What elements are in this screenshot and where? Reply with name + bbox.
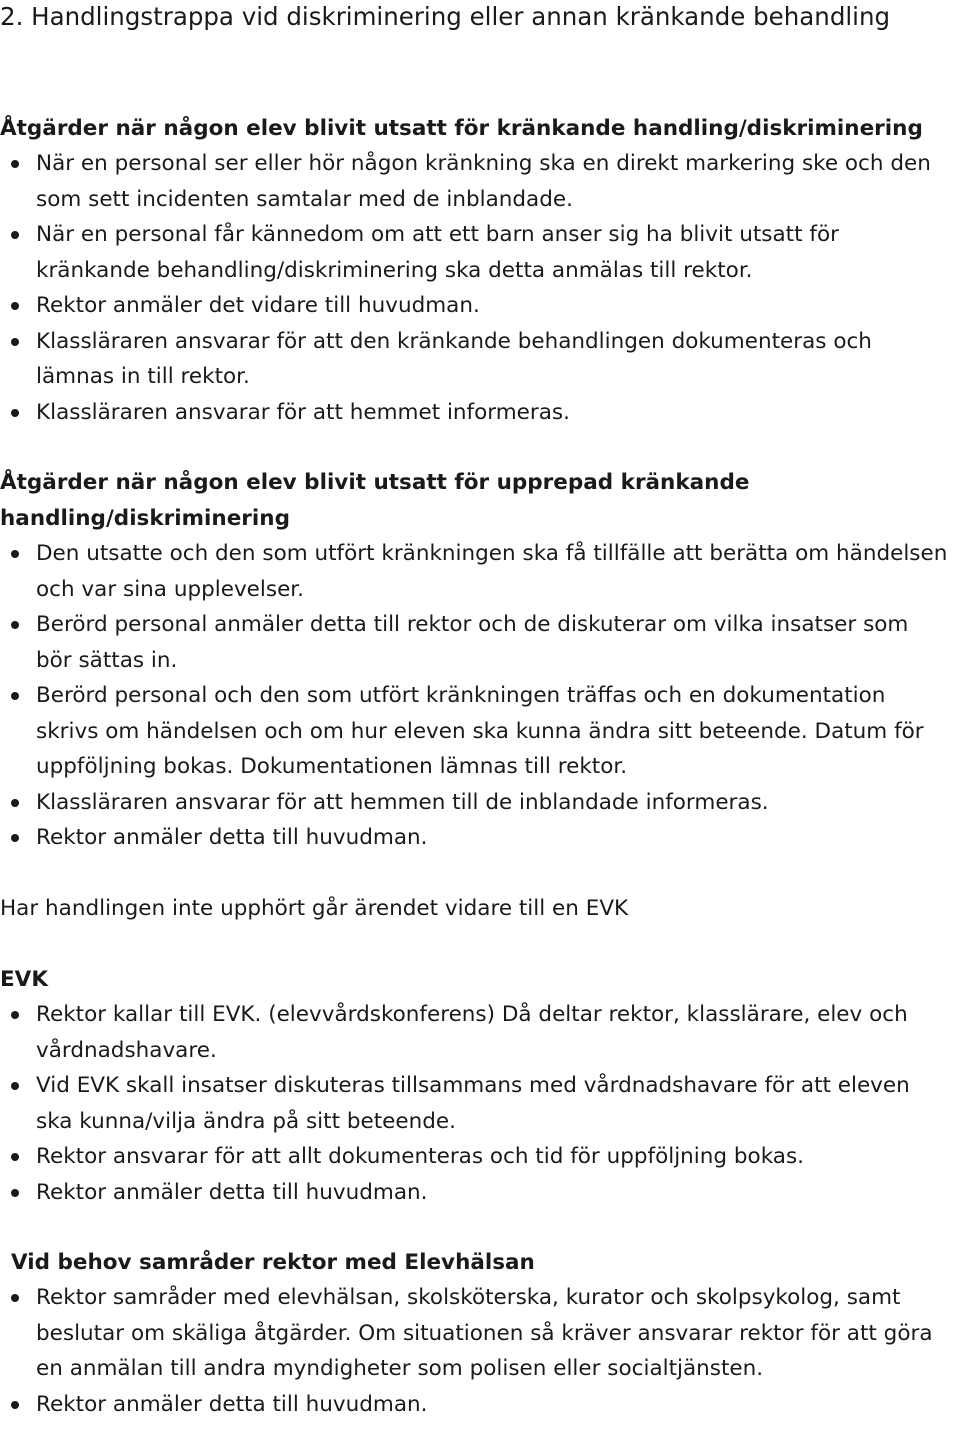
section-heading-elevhalsan: Vid behov samråder rektor med Elevhälsan: [11, 1250, 535, 1275]
list-item-text: Berörd personal anmäler detta till rektor och de diskuterar om vilka insatser som bör sättas in.: [36, 612, 909, 673]
list-item-text: Klassläraren ansvarar för att hemmen till de inblandade informeras.: [36, 789, 769, 815]
list-item: [0, 1139, 950, 1175]
list-item: [0, 678, 950, 785]
page-title: 2. Handlingstrappa vid diskriminering eller annan kränkande behandling: [0, 2, 891, 31]
bullet-icon: [11, 1189, 19, 1197]
list-item: [0, 395, 950, 431]
bullet-icon: [11, 799, 19, 807]
list-item-text: När en personal får kännedom om att ett barn anser sig ha blivit utsatt för kränkande behandling/diskriminering ska detta anmälas till rektor.: [36, 222, 839, 283]
list-item-text: Rektor anmäler detta till huvudman.: [36, 1391, 428, 1417]
list-item: [0, 1068, 950, 1139]
list-item: [0, 1387, 950, 1423]
list-item: [0, 324, 950, 395]
list-item: [0, 820, 950, 856]
bullet-list-kränkande: [0, 146, 950, 430]
list-item-text: Klassläraren ansvarar för att den kränkande behandlingen dokumenteras och lämnas in till rektor.: [36, 328, 872, 389]
section-heading-evk: EVK: [0, 967, 48, 992]
list-item-text: Rektor anmäler det vidare till huvudman.: [36, 293, 480, 318]
list-item: [0, 288, 950, 324]
list-item: [0, 1175, 950, 1211]
section-heading-upprepad: Åtgärder när någon elev blivit utsatt för upprepad kränkande handling/diskriminering: [0, 470, 750, 531]
list-item-text: Rektor anmäler detta till huvudman.: [36, 1179, 428, 1205]
bullet-icon: [11, 692, 19, 700]
escalation-note: Har handlingen inte upphört går ärendet vidare till en EVK: [0, 896, 629, 921]
list-item-text: Berörd personal och den som utfört kränkningen träffas och en dokumentation skrivs om händelsen och om hur eleven ska kunna ändra sitt beteende. Datum för uppföljning bokas. Dokumentationen lämnas till rektor.: [36, 683, 924, 779]
bullet-icon: [11, 1401, 19, 1409]
list-item-text: Klassläraren ansvarar för att hemmet informeras.: [36, 399, 570, 425]
bullet-icon: [11, 302, 19, 310]
bullet-icon: [11, 231, 19, 239]
list-item-text: Rektor anmäler detta till huvudman.: [36, 825, 428, 850]
bullet-icon: [11, 1011, 19, 1019]
list-item: [0, 217, 950, 288]
list-item-text: Rektor samråder med elevhälsan, skolsköterska, kurator och skolpsykolog, samt beslutar om skäliga åtgärder. Om situationen så kräver ansvarar rektor för att göra en anmälan till andra myndigheter som polisen eller socialtjänsten.: [36, 1285, 933, 1381]
bullet-icon: [11, 338, 19, 346]
bullet-icon: [11, 1082, 19, 1090]
list-item: [0, 785, 950, 821]
list-item: [0, 607, 950, 678]
bullet-list-evk: [0, 997, 950, 1210]
list-item-text: Rektor kallar till EVK. (elevvårdskonferens) Då deltar rektor, klasslärare, elev och vårdnadshavare.: [36, 1002, 908, 1063]
bullet-list-elevhalsan: [0, 1280, 950, 1422]
list-item-text: Vid EVK skall insatser diskuteras tillsammans med vårdnadshavare för att eleven ska kunna/vilja ändra på sitt beteende.: [36, 1073, 910, 1134]
bullet-icon: [11, 1153, 19, 1161]
list-item: [0, 997, 950, 1068]
list-item: [0, 146, 950, 217]
bullet-icon: [11, 621, 19, 629]
bullet-icon: [11, 1294, 19, 1302]
list-item: [0, 1280, 950, 1387]
bullet-icon: [11, 550, 19, 558]
bullet-icon: [11, 834, 19, 842]
bullet-icon: [11, 160, 19, 168]
list-item: [0, 536, 950, 607]
section-heading-kränkande: Åtgärder när någon elev blivit utsatt för kränkande handling/diskriminering: [0, 116, 923, 141]
bullet-icon: [11, 409, 19, 417]
list-item-text: Rektor ansvarar för att allt dokumenteras och tid för uppföljning bokas.: [36, 1144, 804, 1169]
bullet-list-upprepad: [0, 536, 950, 856]
list-item-text: Den utsatte och den som utfört kränkningen ska få tillfälle att berätta om händelsen och var sina upplevelser.: [36, 541, 948, 602]
list-item-text: När en personal ser eller hör någon kränkning ska en direkt markering ske och den som sett incidenten samtalar med de inblandade.: [36, 151, 931, 212]
